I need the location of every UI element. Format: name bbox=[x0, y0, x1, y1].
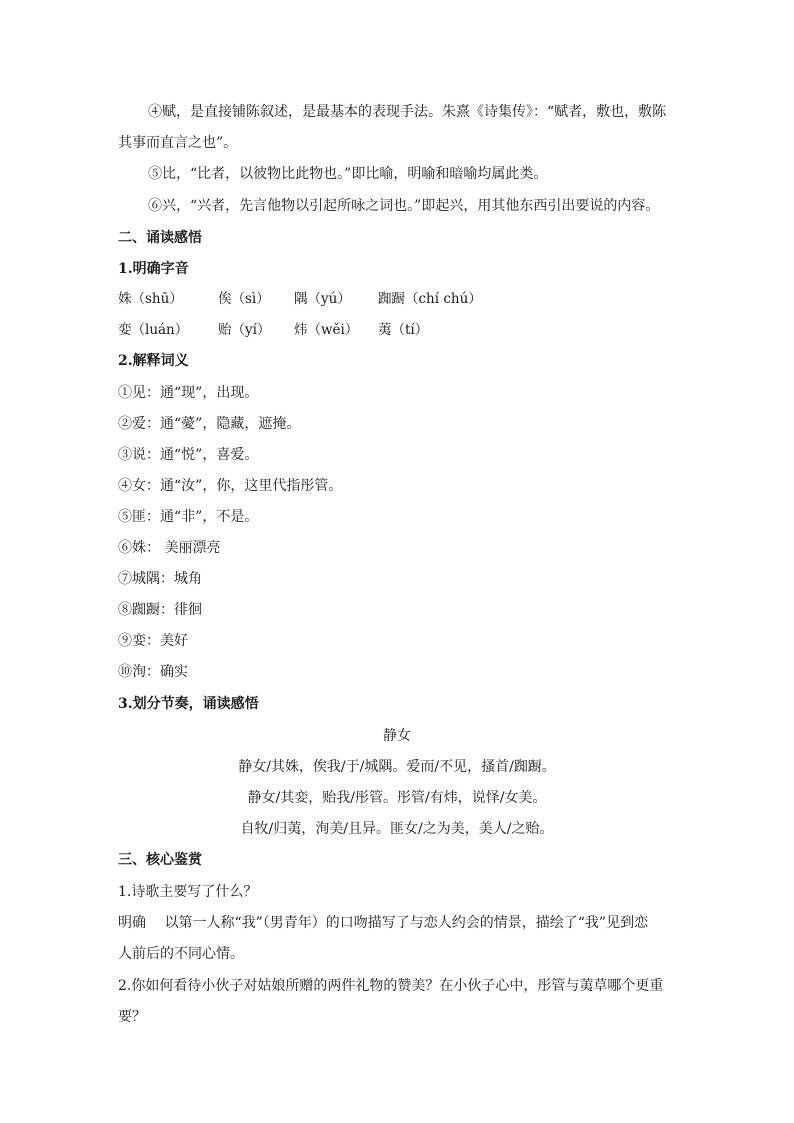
subheading-pronunciation: 1.明确字音 bbox=[118, 261, 189, 277]
definition-item: ⑩洵：确实 bbox=[118, 664, 188, 680]
pronunciation-item: 隅（yú） bbox=[294, 291, 351, 307]
poem-line: 静女/其姝，俟我/于/城隅。爱而/不见，搔首/踟蹰。 bbox=[238, 759, 556, 775]
definition-item: ④女：通“汝”，你，这里代指彤管。 bbox=[118, 478, 343, 494]
pronunciation-item: 娈（luán） bbox=[118, 322, 189, 338]
definition-item: ⑧踟蹰：徘徊 bbox=[118, 602, 202, 618]
paragraph-xing: ⑥兴，“兴者，先言他物以引起所咏之词也。”即起兴，用其他东西引出要说的内容。 bbox=[148, 198, 660, 214]
definition-item: ①见：通“现”，出现。 bbox=[118, 385, 259, 401]
question-1: 1.诗歌主要写了什么？ bbox=[118, 884, 258, 900]
definition-item: ③说：通“悦”，喜爱。 bbox=[118, 447, 259, 463]
definition-item: ⑨娈：美好 bbox=[118, 633, 188, 649]
pronunciation-item: 俟（sì） bbox=[218, 291, 270, 307]
definition-item: ⑤匪：通“非”，不是。 bbox=[118, 509, 259, 525]
poem-title: 静女 bbox=[383, 728, 411, 744]
pronunciation-item: 姝（shū） bbox=[118, 291, 183, 307]
answer-1-line2: 人前后的不同心情。 bbox=[118, 946, 244, 962]
definition-item: ⑥姝： 美丽漂亮 bbox=[118, 540, 221, 556]
definition-item: ⑦城隅：城角 bbox=[118, 571, 202, 587]
paragraph-fu-line2: 其事而直言之也”。 bbox=[118, 135, 238, 151]
paragraph-bi: ⑤比，“比者，以彼物比此物也。”即比喻，明喻和暗喻均属此类。 bbox=[148, 166, 548, 182]
section-heading-appreciation: 三、核心鉴赏 bbox=[118, 852, 202, 868]
poem-line: 静女/其娈，贻我/彤管。彤管/有炜，说怿/女美。 bbox=[247, 790, 547, 806]
definition-item: ②爱：通“薆”，隐藏，遮掩。 bbox=[118, 416, 301, 432]
pronunciation-item: 贻（yí） bbox=[218, 322, 271, 338]
pronunciation-item: 荑（tí） bbox=[378, 322, 429, 338]
poem-line: 自牧/归荑，洵美/且异。匪女/之为美，美人/之贻。 bbox=[240, 821, 554, 837]
question-2-line2: 要？ bbox=[118, 1009, 146, 1025]
pronunciation-item: 踟蹰（chí chú） bbox=[378, 291, 482, 307]
answer-1-line1: 明确 以第一人称“我”（男青年）的口吻描写了与恋人约会的情景，描绘了“我”见到恋 bbox=[118, 915, 649, 931]
paragraph-fu-line1: ④赋，是直接铺陈叙述，是最基本的表现手法。朱熹《诗集传》：“赋者，敷也，敷陈 bbox=[148, 104, 667, 120]
subheading-definitions: 2.解释词义 bbox=[118, 353, 189, 369]
pronunciation-item: 炜（wěi） bbox=[294, 322, 359, 338]
section-heading-recitation: 二、诵读感悟 bbox=[118, 230, 202, 246]
question-2-line1: 2.你如何看待小伙子对姑娘所赠的两件礼物的赞美？在小伙子心中，彤管与荑草哪个更重 bbox=[118, 978, 664, 994]
subheading-rhythm: 3.划分节奏，诵读感悟 bbox=[118, 696, 259, 712]
